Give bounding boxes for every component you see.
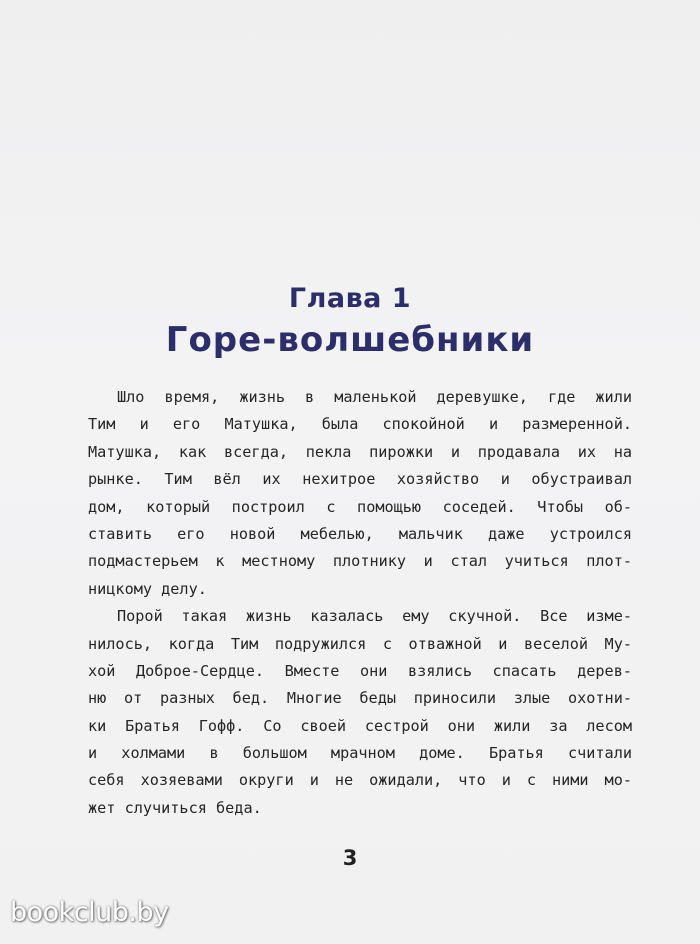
text-line: хой Доброе-Сердце. Вместе они взялись спасать дерев- <box>88 661 632 680</box>
text-line: Порой такая жизнь казалась ему скучной. Все изме- <box>117 607 632 626</box>
text-line: Тим и его Матушка, была спокойной и размеренной. <box>88 415 632 434</box>
text-line: Шло время, жизнь в маленькой деревушке, где жили <box>117 388 632 406</box>
paragraph <box>88 603 632 822</box>
text-line: нилось, когда Тим подружился с отважной и веселой Му- <box>88 634 632 653</box>
paragraph <box>88 384 632 603</box>
text-line: дом, который построил с помощью соседей. Чтобы об- <box>88 497 632 516</box>
text-line: рынке. Тим вёл их нехитрое хозяйство и обустраивал <box>88 470 632 489</box>
watermark: bookclub.by <box>10 897 169 928</box>
chapter-title: Горе-волшебники <box>165 320 535 360</box>
text-line: ставить его новой мебелью, мальчик даже устроился <box>88 524 632 543</box>
text-line: себя хозяевами округи и не ожидали, что и с ними мо- <box>88 771 632 790</box>
page-number: 3 <box>342 846 358 870</box>
text-line: ки Братья Гофф. Со своей сестрой они жили за лесом <box>88 716 632 735</box>
body-text <box>88 384 632 822</box>
text-line: подмастерьем к местному плотнику и стал учиться плот- <box>88 552 632 571</box>
chapter-number: Глава 1 <box>288 283 412 314</box>
text-line: ницкому делу. <box>88 579 207 598</box>
text-line: и холмами в большом мрачном доме. Братья считали <box>88 744 632 763</box>
text-line: ню от разных бед. Многие беды приносили злые охотни- <box>88 689 632 708</box>
text-line: жет случиться беда. <box>88 798 262 817</box>
text-line: Матушка, как всегда, пекла пирожки и продавала их на <box>88 442 632 461</box>
